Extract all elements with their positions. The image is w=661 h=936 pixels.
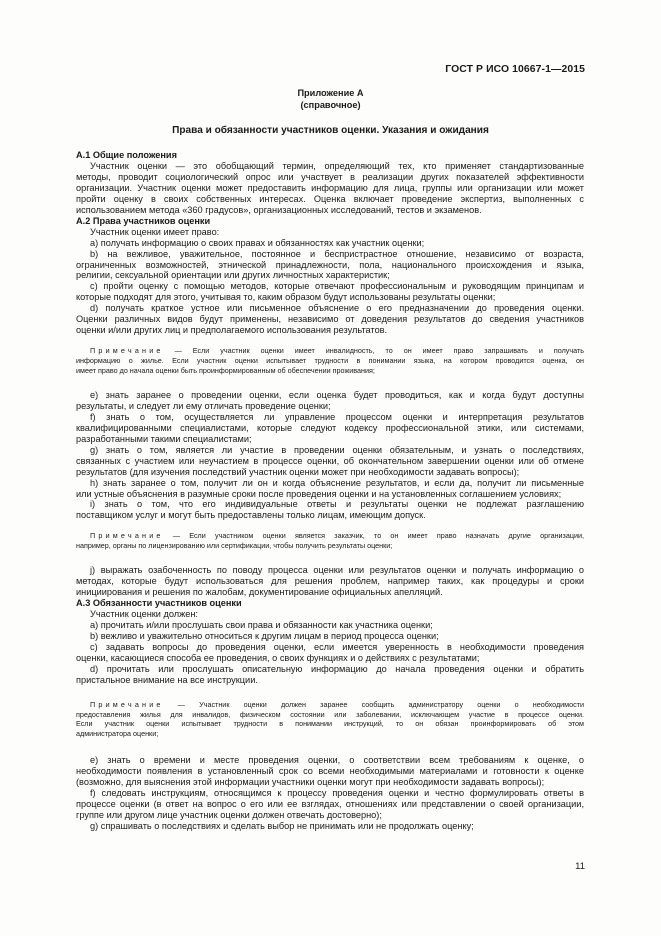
- list-item-line: группе или другом лице участник оценки должен отвечать достоверно);: [76, 810, 382, 821]
- note-a3: [76, 700, 584, 740]
- a1-paragraph-line: использованием метода «360 градусов», организационных исследований, тестов и экзаменов.: [76, 204, 482, 215]
- a1-paragraph-line: пройти оценку в своих собственных интересах. Оценка включает проведение экспертиз, выполненных с: [76, 193, 584, 204]
- list-item-line: оценки, касающиеся способа ее проведения, о своих функциях и о действиях с результатами;: [76, 652, 480, 663]
- section-a3-items: [76, 620, 584, 686]
- list-item-line: c) пройти оценку с помощью методов, которые отвечают профессиональным и руководящим принципам и: [90, 281, 584, 292]
- list-item: [76, 664, 584, 686]
- list-item: [76, 642, 584, 664]
- list-item: [76, 755, 584, 788]
- list-item: [76, 631, 584, 642]
- list-item-line: а) прочитать и/или прослушать свои права и обязанности как участника оценки;: [90, 619, 433, 630]
- list-item-line: результаты, и следует ли ему отличать проведение оценки;: [76, 400, 331, 411]
- annex-content: [76, 150, 584, 832]
- annex-main-title: Права и обязанности участников оценки. Указания и ожидания: [172, 125, 489, 136]
- note-label: Примечание: [90, 531, 164, 541]
- note-line: например, органы по лицензированию или сертификации, чтобы получить результаты оценки;: [76, 541, 393, 551]
- section-a3-intro: [76, 609, 584, 620]
- annex-title: Приложение А: [297, 88, 364, 98]
- list-item-line: связанных с участием или неучастием в процессе оценки, об окончательном завершении оценки или об отмене: [76, 455, 584, 466]
- list-item: [76, 412, 584, 445]
- list-item-line: е) знать о времени и месте проведения оценки, о соответствии всем требованиям к оценке, о: [90, 755, 584, 766]
- list-item-line: g) знать о том, является ли участие в проведении оценки обязательным, и узнать о последствиях,: [90, 444, 584, 455]
- list-item: [76, 445, 584, 478]
- section-a2-items: [76, 238, 584, 337]
- list-item: [76, 249, 584, 282]
- section-heading-a3: А.3 Обязанности участников оценки: [76, 598, 242, 609]
- annex-subtitle: (справочное): [300, 100, 361, 110]
- list-item: [76, 281, 584, 303]
- list-item: [76, 499, 584, 521]
- list-item-line: или устные объяснения в разумные сроки после проведения оценки и на установленных соглашением условиях;: [76, 488, 562, 499]
- note-line: информацию о жилье. Если участник оценки испытывает трудности в понимании языка, на котором проводится оценка, он: [76, 356, 584, 366]
- note-line: [76, 531, 584, 541]
- list-item-line: d) прочитать или прослушать описательную информацию до начала проведения оценки и обратить: [90, 663, 584, 674]
- page-number: 11: [575, 861, 585, 872]
- note-line: администратора оценки;: [76, 729, 159, 739]
- list-item-line: а) получать информацию о своих правах и обязанностях как участник оценки;: [90, 237, 425, 248]
- list-item-line: j) выражать озабоченность по поводу процесса оценки или результатов оценки и получать информацию о: [90, 565, 584, 576]
- section-a3-items-2: [76, 755, 584, 832]
- note-label: Примечание: [90, 346, 164, 356]
- list-item-line: b) вежливо и уважительно относиться к другим лицам в период процесса оценки;: [90, 630, 439, 641]
- list-item: [76, 478, 584, 500]
- list-item-line: оценки и/или других лиц и предполагаемого использования результатов.: [76, 325, 388, 336]
- note-label: Примечание: [90, 699, 164, 709]
- section-heading-a2: А.2 Права участников оценки: [76, 215, 211, 226]
- note-line: предоставления жилья для инвалидов, физическом состоянии или заболевании, исключающем участие в процессе оценки.: [76, 709, 584, 719]
- list-item-line: ограниченных возможностей, этнической принадлежности, пола, национального происхождения и языка,: [76, 259, 584, 270]
- section-a2-intro: [76, 227, 584, 238]
- list-item: [76, 821, 584, 832]
- list-item-line: b) на вежливое, уважительное, постоянное и беспристрастное отношение, независимо от возраста,: [90, 248, 584, 259]
- list-item: [76, 238, 584, 249]
- a1-paragraph-line: организации. Участник оценки может предоставить информацию для лица, группы или организации или может: [76, 182, 584, 193]
- list-item-line: процессе оценки (в ответ на вопрос о его или ее взглядах, отношениях или представлении о своей организации,: [76, 799, 584, 810]
- list-item-line: g) спрашивать о последствиях и сделать выбор не принимать или не продолжать оценку;: [90, 821, 474, 831]
- list-item-line: е) знать заранее о проведении оценки, если оценка будет проводиться, как и когда будут доступны: [90, 389, 584, 400]
- note-line: имеет право до начала оценки быть проинформированным об обеспечении проживания;: [76, 366, 375, 376]
- section-a2-items-2: [76, 390, 584, 521]
- a1-paragraph-line: методы, проводит социологический опрос или участвует в реализации других показателей эффективности: [76, 171, 584, 182]
- list-item-line: результатов (для изучения последствий участник оценки может при необходимости задавать вопросы);: [76, 466, 520, 477]
- note-line: [76, 700, 584, 710]
- note-text: — Участник оценки должен заранее сообщить администратору оценки о необходимости: [163, 699, 584, 709]
- a1-paragraph-line: Участник оценки — это обобщающий термин, определяющий тех, кто применяет стандартизованные: [90, 160, 584, 171]
- note-line: [76, 346, 584, 356]
- list-item-line: методах, которые будут использоваться для решения проблем, например таких, как процедуры и сроки: [76, 576, 584, 587]
- list-item-line: f) знать о том, осуществляется ли управление процессом оценки и интерпретация результатов: [90, 411, 584, 422]
- list-item-line: религии, сексуальной ориентации или других личностных характеристик;: [76, 270, 390, 281]
- list-item-line: необходимости появления в установленный срок со всеми необходимыми материалами и готовности к оценке: [76, 766, 584, 777]
- list-item: [76, 303, 584, 336]
- list-item-line: i) знать о том, что его индивидуальные ответы и результаты оценки не подлежат разглашению: [90, 499, 584, 510]
- list-item-line: которые подходят для этого, учитывая то, каким образом будут использованы результаты оценки;: [76, 292, 496, 303]
- list-item: [76, 565, 584, 598]
- note-line: Если участник оценки испытывает трудности в понимании инструкций, то он обязан проинформировать об этом: [76, 719, 584, 729]
- list-item-line: (возможно, для выяснения этой информации участники оценки могут при необходимости задавать вопросы);: [76, 777, 545, 788]
- list-item-line: поставщиком услуг и могут быть предоставлены только лицам, имеющим допуск.: [76, 510, 426, 521]
- list-item-line: c) задавать вопросы до проведения оценки, если имеется уверенность в необходимости проведения: [90, 641, 584, 652]
- note-text: — Если участник оценки имеет инвалидность, то он имеет право запрашивать и получать: [163, 346, 584, 356]
- list-item-line: квалифицированными специалистами, которые следуют кодексу профессиональной этики, или системами,: [76, 422, 584, 433]
- list-item-line: h) знать заранее о том, получит ли он и когда объяснение результатов, и если да, получит ли письменные: [90, 477, 584, 488]
- note-a2-1: [76, 346, 584, 376]
- list-item-line: d) получать краткое устное или письменное объяснение о его предназначении до проведения оценки.: [90, 303, 584, 314]
- list-item-line: инициирования и решения по жалобам, документирование официальных апелляций.: [76, 587, 443, 598]
- section-heading-a1: А.1 Общие положения: [76, 150, 177, 160]
- list-item: [76, 620, 584, 631]
- list-item-line: пристальное внимание на все инструкции.: [76, 674, 258, 685]
- list-item-line: Оценки различных видов будут применены, независимо от доведения результатов до сведения участников: [76, 314, 584, 325]
- note-a2-2: [76, 531, 584, 551]
- list-item: [76, 390, 584, 412]
- list-item: [76, 788, 584, 821]
- list-item-line: разработанными такими специалистами;: [76, 433, 252, 444]
- section-a1-body: [76, 161, 584, 216]
- section-a2-intro-text: Участник оценки имеет право:: [90, 226, 220, 237]
- note-text: — Если участником оценки является заказчик, то он имеет право назначать другие организации,: [163, 531, 584, 541]
- section-a2-items-3: [76, 565, 584, 598]
- section-a3-intro-text: Участник оценки должен:: [90, 608, 198, 619]
- list-item-line: f) следовать инструкциям, относящимся к процессу проведения оценки и честно формулировать ответы в: [90, 788, 584, 799]
- document-code: ГОСТ Р ИСО 10667-1—2015: [445, 64, 585, 75]
